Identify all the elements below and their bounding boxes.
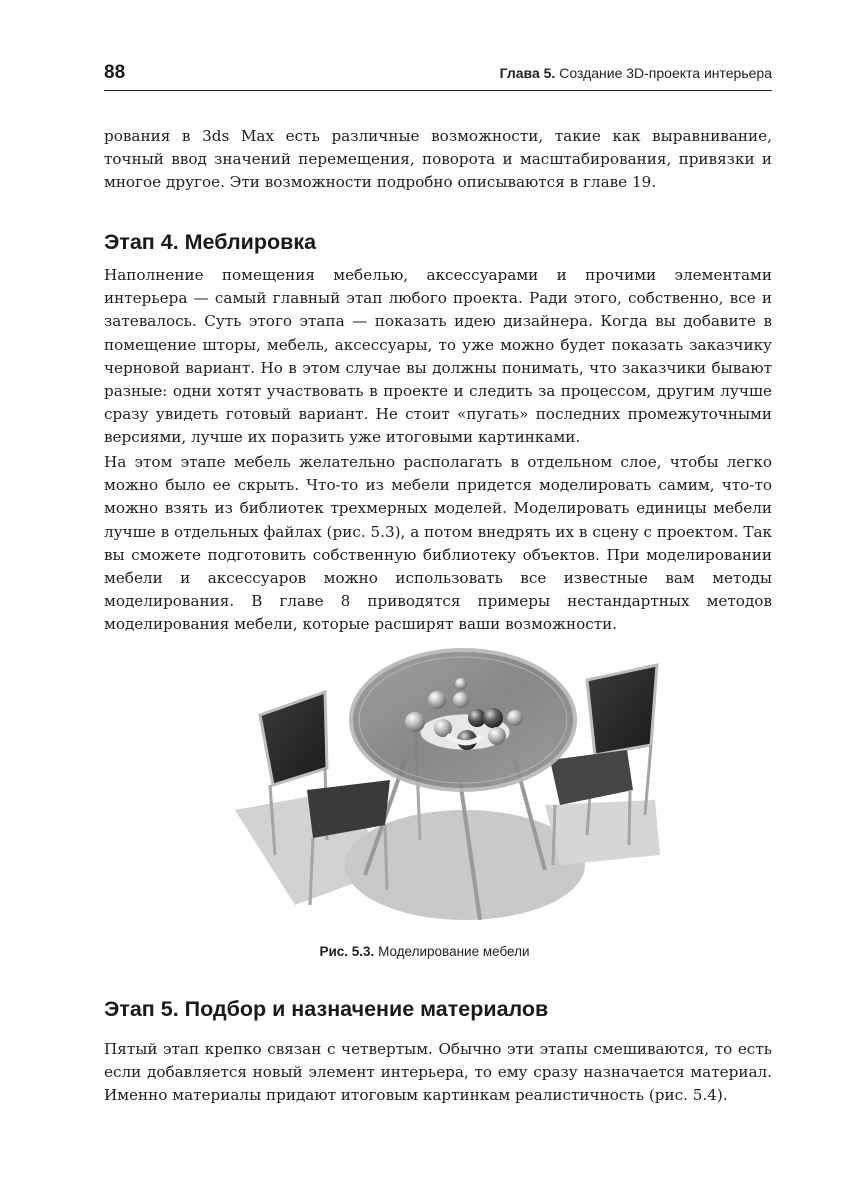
furnishing-paragraph-1: Наполнение помещения мебелью, аксессуарами и прочими элементами интерьера — самый главный этап любого проекта. Ради этого, собственно, все и затевалось. Суть этого этапа — показать идею дизайнера. Когда вы добавите в помещение шторы, мебель, аксессуары, то уже можно будет показать заказчику черновой вариант. Но в этом случае вы должны понимать, что заказчики бывают разные: одни хотят участвовать в проекте и следить за процессом, другим лучше сразу увидеть готовый вариант. Не стоит «пугать» последних промежуточными версиями, лучше их поразить уже итоговыми картинками. (104, 266, 772, 447)
figure-caption-text: Моделирование мебели (378, 944, 530, 959)
intro-paragraph: рования в 3ds Max есть различные возможности, такие как выравнивание, точный ввод значений перемещения, поворота и масштабирования, привязки и многое другое. Эти возможности подробно описываются в главе 19. (104, 127, 772, 192)
furnishing-paragraph-2: На этом этапе мебель желательно располагать в отдельном слое, чтобы легко можно было ее скрыть. Что-то из мебели придется моделировать самим, что-то можно взять из библиотек трехмерных моделей. Моделировать единицы мебели лучше в отдельных файлах (рис. 5.3), а потом внедрять их в сцену с проектом. Так вы сможете подготовить собственную библиотеку объектов. При моделировании мебели и аксессуаров можно использовать все известные вам методы моделирования. В главе 8 приводятся примеры нестандартных методов моделирования мебели, которые расширят ваши возможности. (104, 453, 772, 634)
chair-left-backrest (260, 692, 327, 785)
chapter-title: Создание 3D-проекта интерьера (559, 65, 772, 81)
chair-right-shadow (545, 800, 660, 865)
materials-paragraph-1: Пятый этап крепко связан с четвертым. Обычно эти этапы смешиваются, то есть если добавляется новый элемент интерьера, то ему сразу назначается материал. Именно материалы придают итоговым картинкам реалистичность (рис. 5.4). (104, 1040, 772, 1105)
furniture-render-figure (215, 640, 675, 935)
chair-right-seat (550, 750, 633, 805)
page-number: 88 (104, 62, 126, 83)
figure-caption-label: Рис. 5.3. (319, 944, 375, 959)
section-heading-furnishing: Этап 4. Меблировка (104, 230, 317, 254)
running-title (500, 65, 772, 81)
chapter-label: Глава 5. (499, 65, 556, 81)
figure-caption (0, 944, 849, 959)
chair-right-backrest (587, 665, 657, 755)
running-header (104, 62, 772, 91)
section-heading-materials: Этап 5. Подбор и назначение материалов (104, 997, 549, 1021)
table-and-chairs-illustration (215, 640, 675, 935)
